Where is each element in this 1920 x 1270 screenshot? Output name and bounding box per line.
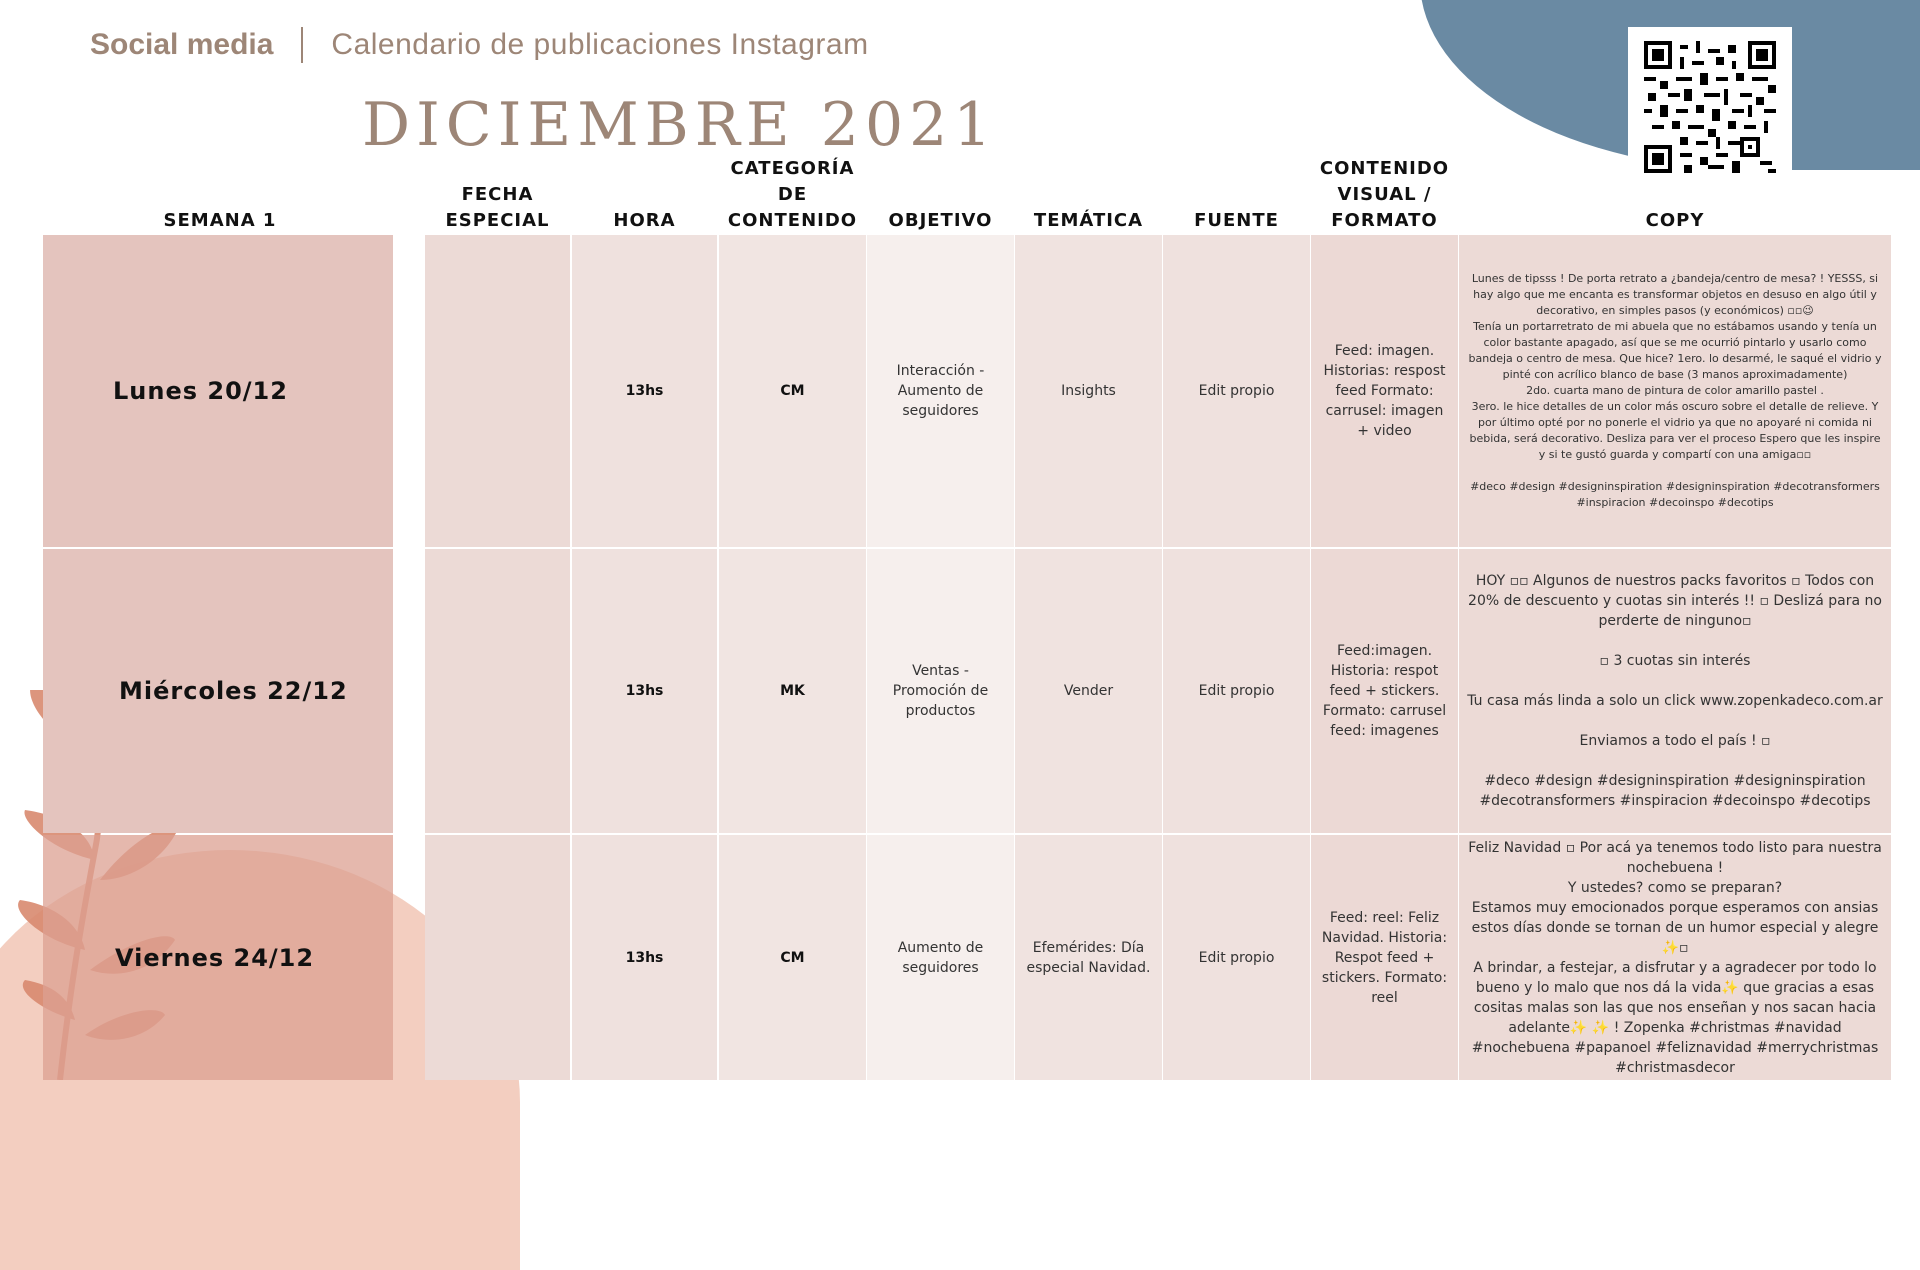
- copy-cell: [1459, 235, 1891, 547]
- fuente-cell: [1163, 835, 1310, 1080]
- day-label: Lunes 20/12: [113, 377, 288, 405]
- tematica-cell: [1015, 549, 1162, 833]
- copy-text: Lunes de tipsss ! De porta retrato a ¿bandeja/centro de mesa? ! YESSS, si hay algo que me encanta es transformar objetos en desuso en algo útil y decorativo, en simples pasos (y económicos) ▫▫😉 Tenía un portarretrato de mi abuela que no estábamos usando y tenía un color bastante apagado, así que se me ocurrió pintarlo y usarlo como bandeja o centro de mesa. Que hice? 1ero. lo desarmé, le saqué el vidrio y pinté con acrílico blanco de base (3 manos aproximadamente) 2do. cuarta mano de pintura de color amarillo pastel . 3ero. le hice detalles de un color más oscuro sobre el detalle de relieve. Y por último opté por no ponerle el vidrio ya que no apoyaré ni comida ni bebida, será decorativo. Desliza para ver el proceso Espero que les inspire y si te gustó guarda y compartí con una amiga▫▫ #deco #design #designinspiration #designinspiration #decotransformers #inspiracion #decoinspo #decotips: [1468, 272, 1882, 509]
- copy-text: Feliz Navidad ▫ Por acá ya tenemos todo listo para nuestra nochebuena ! Y ustedes? como se preparan? Estamos muy emocionados porque esperamos con ansias estos días donde se tornan de un humor especial y alegre ✨▫ A brindar, a festejar, a disfrutar y a agradecer por todo lo bueno y lo malo que nos dá la vida✨ que gracias a esas cositas malas son las que nos enseñan y nos sacan hacia adelante✨ ✨ ! Zopenka #christmas #navidad #nochebuena #papanoel #feliznavidad #merrychristmas #christmasdecor: [1468, 839, 1882, 1076]
- day-cell: [43, 235, 393, 547]
- fecha-cell: [425, 235, 570, 547]
- copy-cell: [1459, 549, 1891, 833]
- fecha-cell: [425, 835, 570, 1080]
- objetivo-cell: [867, 835, 1014, 1080]
- col-header-objetivo: OBJETIVO: [888, 210, 993, 231]
- page-header: [90, 25, 869, 65]
- copy-text: HOY ▫▫ Algunos de nuestros packs favoritos ▫ Todos con 20% de descuento y cuotas sin interés !! ▫ Deslizá para no perderte de ninguno▫ ▫ 3 cuotas sin interés Tu casa más linda a solo un click www.zopenkadeco.com.ar Enviamos a todo el país ! ▫ #deco #design #designinspiration #designinspiration #decotransformers #inspiracion #decoinspo #decotips: [1467, 573, 1883, 809]
- page-subtitle: Calendario de publicaciones Instagram: [331, 28, 869, 61]
- month-title: DICIEMBRE 2021: [362, 90, 998, 160]
- visual-value: Feed: imagen. Historias: respost feed Formato: carrusel: imagen + video: [1323, 343, 1446, 439]
- categoria-value: MK: [780, 683, 805, 699]
- col-header-hora: HORA: [613, 210, 676, 231]
- day-label: Viernes 24/12: [115, 943, 315, 972]
- fuente-cell: [1163, 549, 1310, 833]
- objetivo-cell: [867, 235, 1014, 547]
- col-header-week: SEMANA 1: [163, 210, 277, 231]
- tematica-cell: [1015, 835, 1162, 1080]
- categoria-cell: [719, 835, 866, 1080]
- objetivo-cell: [867, 549, 1014, 833]
- visual-value: Feed:imagen. Historia: respot feed + stickers. Formato: carrusel feed: imagenes: [1322, 643, 1447, 739]
- copy-cell: [1459, 835, 1891, 1080]
- visual-cell: [1311, 549, 1458, 833]
- fuente-value: Edit propio: [1198, 683, 1275, 699]
- col-header-fecha: FECHA ESPECIAL: [445, 184, 550, 231]
- col-header-fuente: FUENTE: [1194, 210, 1279, 231]
- fuente-value: Edit propio: [1198, 383, 1275, 399]
- categoria-cell: [719, 549, 866, 833]
- visual-value: Feed: reel: Feliz Navidad. Historia: Respot feed + stickers. Formato: reel: [1321, 909, 1448, 1006]
- brand-title: Social media: [90, 28, 274, 61]
- categoria-cell: [719, 235, 866, 547]
- categoria-value: CM: [780, 383, 805, 399]
- hora-cell: [572, 549, 717, 833]
- col-header-tematica: TEMÁTICA: [1033, 210, 1144, 231]
- day-cell: [43, 835, 393, 1080]
- col-header-copy: COPY: [1645, 210, 1705, 231]
- hora-value: 13hs: [625, 949, 664, 966]
- col-header-visual: CONTENIDO VISUAL / FORMATO: [1319, 158, 1450, 231]
- hora-cell: [572, 835, 717, 1080]
- hora-value: 13hs: [625, 383, 664, 399]
- fuente-value: Edit propio: [1198, 949, 1275, 966]
- hora-value: 13hs: [625, 683, 664, 699]
- categoria-value: CM: [780, 949, 805, 966]
- objetivo-value: Aumento de seguidores: [897, 939, 984, 976]
- fuente-cell: [1163, 235, 1310, 547]
- objetivo-value: Interacción - Aumento de seguidores: [896, 363, 985, 419]
- day-label: Miércoles 22/12: [119, 677, 348, 705]
- header-divider: [301, 27, 303, 63]
- day-cell: [43, 549, 393, 833]
- objetivo-value: Ventas - Promoción de productos: [892, 663, 989, 719]
- col-header-categoria: CATEGORÍA DE CONTENIDO: [727, 158, 858, 231]
- fecha-cell: [425, 549, 570, 833]
- qr-code-icon: [1628, 27, 1792, 183]
- visual-cell: [1311, 235, 1458, 547]
- visual-cell: [1311, 835, 1458, 1080]
- tematica-value: Efemérides: Día especial Navidad.: [1026, 939, 1151, 976]
- hora-cell: [572, 235, 717, 547]
- tematica-cell: [1015, 235, 1162, 547]
- tematica-value: Insights: [1061, 383, 1116, 399]
- tematica-value: Vender: [1063, 683, 1114, 699]
